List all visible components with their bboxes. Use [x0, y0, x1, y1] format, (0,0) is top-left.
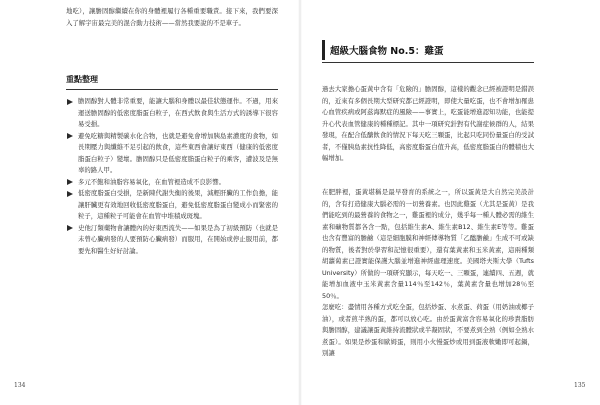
list-item-text: 低密度脂蛋白受損，是新陳代謝失衡的後果，減輕肝臟的工作負擔，能讓肝臟更有效地回收低密度脂蛋白，避免低密度脂蛋白變成小而緊密的粒子，這種粒子可能會在血管中堆積成斑塊。 [78, 189, 278, 220]
page-number: 135 [574, 382, 586, 389]
page-number: 134 [14, 382, 26, 389]
triangle-bullet-icon [67, 179, 73, 185]
triangle-bullet-icon [67, 133, 73, 139]
list-item-text: 膽固醇對人體非常重要，能讓大腦和身體以最佳狀態運作。不過，用來運送膽固醇的低密度脂蛋白粒子，在西式飲食與生活方式的誘導下很容易受損。 [78, 97, 278, 128]
page-title: 超級大腦食物 No.5：雞蛋 [330, 46, 444, 57]
body-paragraph: 在肥胖裡，蛋黃堪稱是最早發育的系統之一，所以蛋黃是大自然完美設計的，含有打造健康大腦必需的一切營養素。也因此雞蛋（尤其是蛋黃）是我們能吃到的最營養的食物之一，雞蛋裡的成分，幾乎每一種人體必需的維生素和礦物質都各含一點，包括維生素A、維生素B12、維生素E等等。雞蛋也含有豐富的膽鹼（這是細胞膜和神經傳導物質「乙醯膽鹼」生成不可或缺的物質，後者對於學習和記憶很重要），還有葉黃素和玉米黃素，這兩種類胡蘿蔔素已證實能保護大腦並增進神經處理速度。美國塔夫斯大學（Tufts University）所做的一項研究顯示，每天吃一、三顆蛋，連續四、五週，就能增加血液中玉米黃素含量114％至142％，葉黃素含量也增加28％至50％。 [322, 188, 534, 300]
list-item [66, 177, 278, 189]
section-divider [66, 89, 278, 90]
right-page [300, 0, 600, 405]
triangle-bullet-icon [67, 225, 73, 231]
chapter-title-block [322, 40, 534, 64]
list-item [66, 131, 278, 177]
title-divider [322, 62, 534, 63]
summary-list [66, 96, 278, 257]
title-accent-bar [322, 40, 325, 60]
list-item-text: 多元不飽和油脂容易氧化，在血管裡造成不良影響。 [78, 177, 225, 186]
list-item-text: 避免吃糖與精製碳水化合物，也就是避免會增加胰島素濃度的食物，如長期壓力與纖維不足引起的飲食，這些東西會讓好東西（健康的低密度脂蛋白粒子）變壞。膽固醇只是低密度脂蛋白粒子的乘客，遭波及是無辜的路人甲。 [78, 131, 278, 174]
triangle-bullet-icon [67, 191, 73, 197]
section-heading: 重點整理 [66, 75, 98, 84]
list-item-text: 史他汀類藥物會讓體內的好東西流失——如果是為了初級預防（也就是未曾心臟病發的人要預防心臟病發）而服用，在開始或停止服用前，都要先和醫生好好討論。 [78, 223, 278, 255]
intro-paragraph: 地吃），讓膽固醇繼續在你的身體裡履行各種重要職責。接下來，我們要深入了解宇宙最完美的混合動力技術——當然我要說的不是車子。 [66, 7, 278, 27]
body-paragraph: 過去大家擔心蛋黃中含有「危險的」膽固醇，這樣的觀念已經被證明是錯誤的，近來有多個長期大型研究都已經證明，即使大量吃蛋，也不會增加罹患心血管疾病或阿茲海默症的風險——事實上，吃蛋能增進認知功能，也能提升心代表血管健康的種種標記。其中一項研究針對有代謝症候群的人，結果發現，在配合低醣飲食的情況下每天吃三顆蛋，比起只吃同份量蛋白的受試者，不僅胰島素抗性降低，高密度脂蛋白值升高，低密度脂蛋白的體積也大幅增加。 [322, 85, 534, 162]
triangle-bullet-icon [67, 99, 73, 105]
list-item [66, 96, 278, 131]
list-item [66, 223, 278, 258]
list-item [66, 188, 278, 223]
body-paragraph: 怎麼吃：盡情用各種方式吃全蛋，包括炒蛋、水煮蛋、荷蛋（用奶油或椰子油），或者煎半熟的蛋，都可以放心吃。由於蛋黃富含容易氧化的珍貴脂肪與膽固醇，建議讓蛋黃維持流體狀或半凝固狀，不要煮到全熟（例如全熟水煮蛋）。如果是炒蛋和歐姆蛋，則用小火慢蛋炒或用到蛋液軟嫩即可起鍋，別讓 [322, 303, 534, 357]
